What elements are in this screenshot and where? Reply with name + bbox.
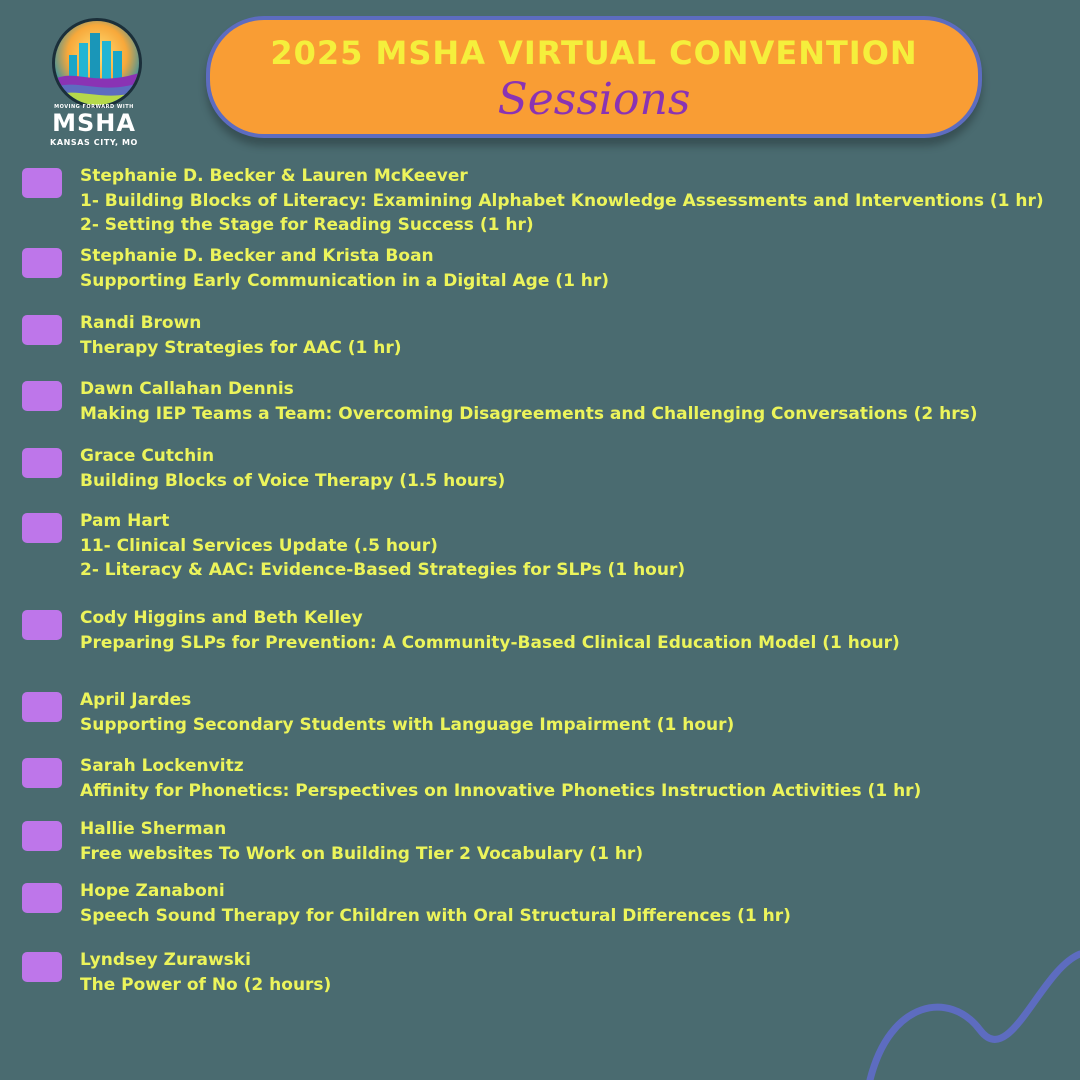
- session-presenter: Hallie Sherman: [80, 819, 227, 839]
- session-checkbox[interactable]: [22, 821, 62, 851]
- session-title: Making IEP Teams a Team: Overcoming Disagreements and Challenging Conversations (2 hrs): [80, 403, 978, 424]
- session-presenter: Hope Zanaboni: [80, 881, 225, 901]
- session-presenter: Stephanie D. Becker and Krista Boan: [80, 246, 434, 266]
- session-title: Free websites To Work on Building Tier 2 Vocabulary (1 hr): [80, 843, 644, 864]
- logo-tagline: MOVING FORWARD WITH: [54, 104, 134, 110]
- session-presenter: Lyndsey Zurawski: [80, 950, 251, 970]
- logo-location: KANSAS CITY, MO: [50, 138, 138, 147]
- session-checkbox[interactable]: [22, 610, 62, 640]
- session-checkbox[interactable]: [22, 248, 62, 278]
- session-checkbox[interactable]: [22, 692, 62, 722]
- page-title: 2025 MSHA VIRTUAL CONVENTION: [270, 34, 918, 72]
- msha-logo: [32, 18, 152, 147]
- session-presenter: April Jardes: [80, 690, 192, 710]
- session-checkbox[interactable]: [22, 448, 62, 478]
- session-checkbox[interactable]: [22, 758, 62, 788]
- session-checkbox[interactable]: [22, 168, 62, 198]
- logo-name: MSHA: [52, 109, 136, 137]
- session-title: The Power of No (2 hours): [80, 974, 332, 995]
- session-title: 2- Literacy & AAC: Evidence-Based Strategies for SLPs (1 hour): [80, 560, 686, 580]
- skyline-logo-icon: [52, 18, 142, 108]
- session-checkbox[interactable]: [22, 952, 62, 982]
- session-title: Speech Sound Therapy for Children with Oral Structural Differences (1 hr): [80, 905, 791, 926]
- session-title: Affinity for Phonetics: Perspectives on Innovative Phonetics Instruction Activities (1 hr): [80, 780, 922, 801]
- session-checkbox[interactable]: [22, 315, 62, 345]
- header-banner: [206, 16, 982, 138]
- decorative-swirl-icon: [860, 940, 1080, 1080]
- session-title: Preparing SLPs for Prevention: A Community-Based Clinical Education Model (1 hour): [80, 632, 900, 653]
- session-title: 11- Clinical Services Update (.5 hour): [80, 535, 438, 556]
- session-presenter: Randi Brown: [80, 313, 202, 333]
- session-presenter: Dawn Callahan Dennis: [80, 379, 294, 399]
- session-checkbox[interactable]: [22, 883, 62, 913]
- session-presenter: Sarah Lockenvitz: [80, 756, 244, 776]
- session-title: 1- Building Blocks of Literacy: Examining Alphabet Knowledge Assessments and Interventions (1 hr): [80, 190, 1044, 211]
- session-title: Building Blocks of Voice Therapy (1.5 hours): [80, 470, 506, 491]
- page-subtitle: Sessions: [497, 74, 691, 125]
- session-presenter: Pam Hart: [80, 511, 170, 531]
- session-presenter: Grace Cutchin: [80, 446, 215, 466]
- session-presenter: Cody Higgins and Beth Kelley: [80, 608, 363, 628]
- session-title: Supporting Secondary Students with Language Impairment (1 hour): [80, 714, 735, 735]
- session-presenter: Stephanie D. Becker & Lauren McKeever: [80, 166, 468, 186]
- session-title: Supporting Early Communication in a Digital Age (1 hr): [80, 270, 610, 291]
- session-checkbox[interactable]: [22, 513, 62, 543]
- session-checkbox[interactable]: [22, 381, 62, 411]
- session-title: Therapy Strategies for AAC (1 hr): [80, 337, 402, 358]
- session-title: 2- Setting the Stage for Reading Success (1 hr): [80, 215, 534, 235]
